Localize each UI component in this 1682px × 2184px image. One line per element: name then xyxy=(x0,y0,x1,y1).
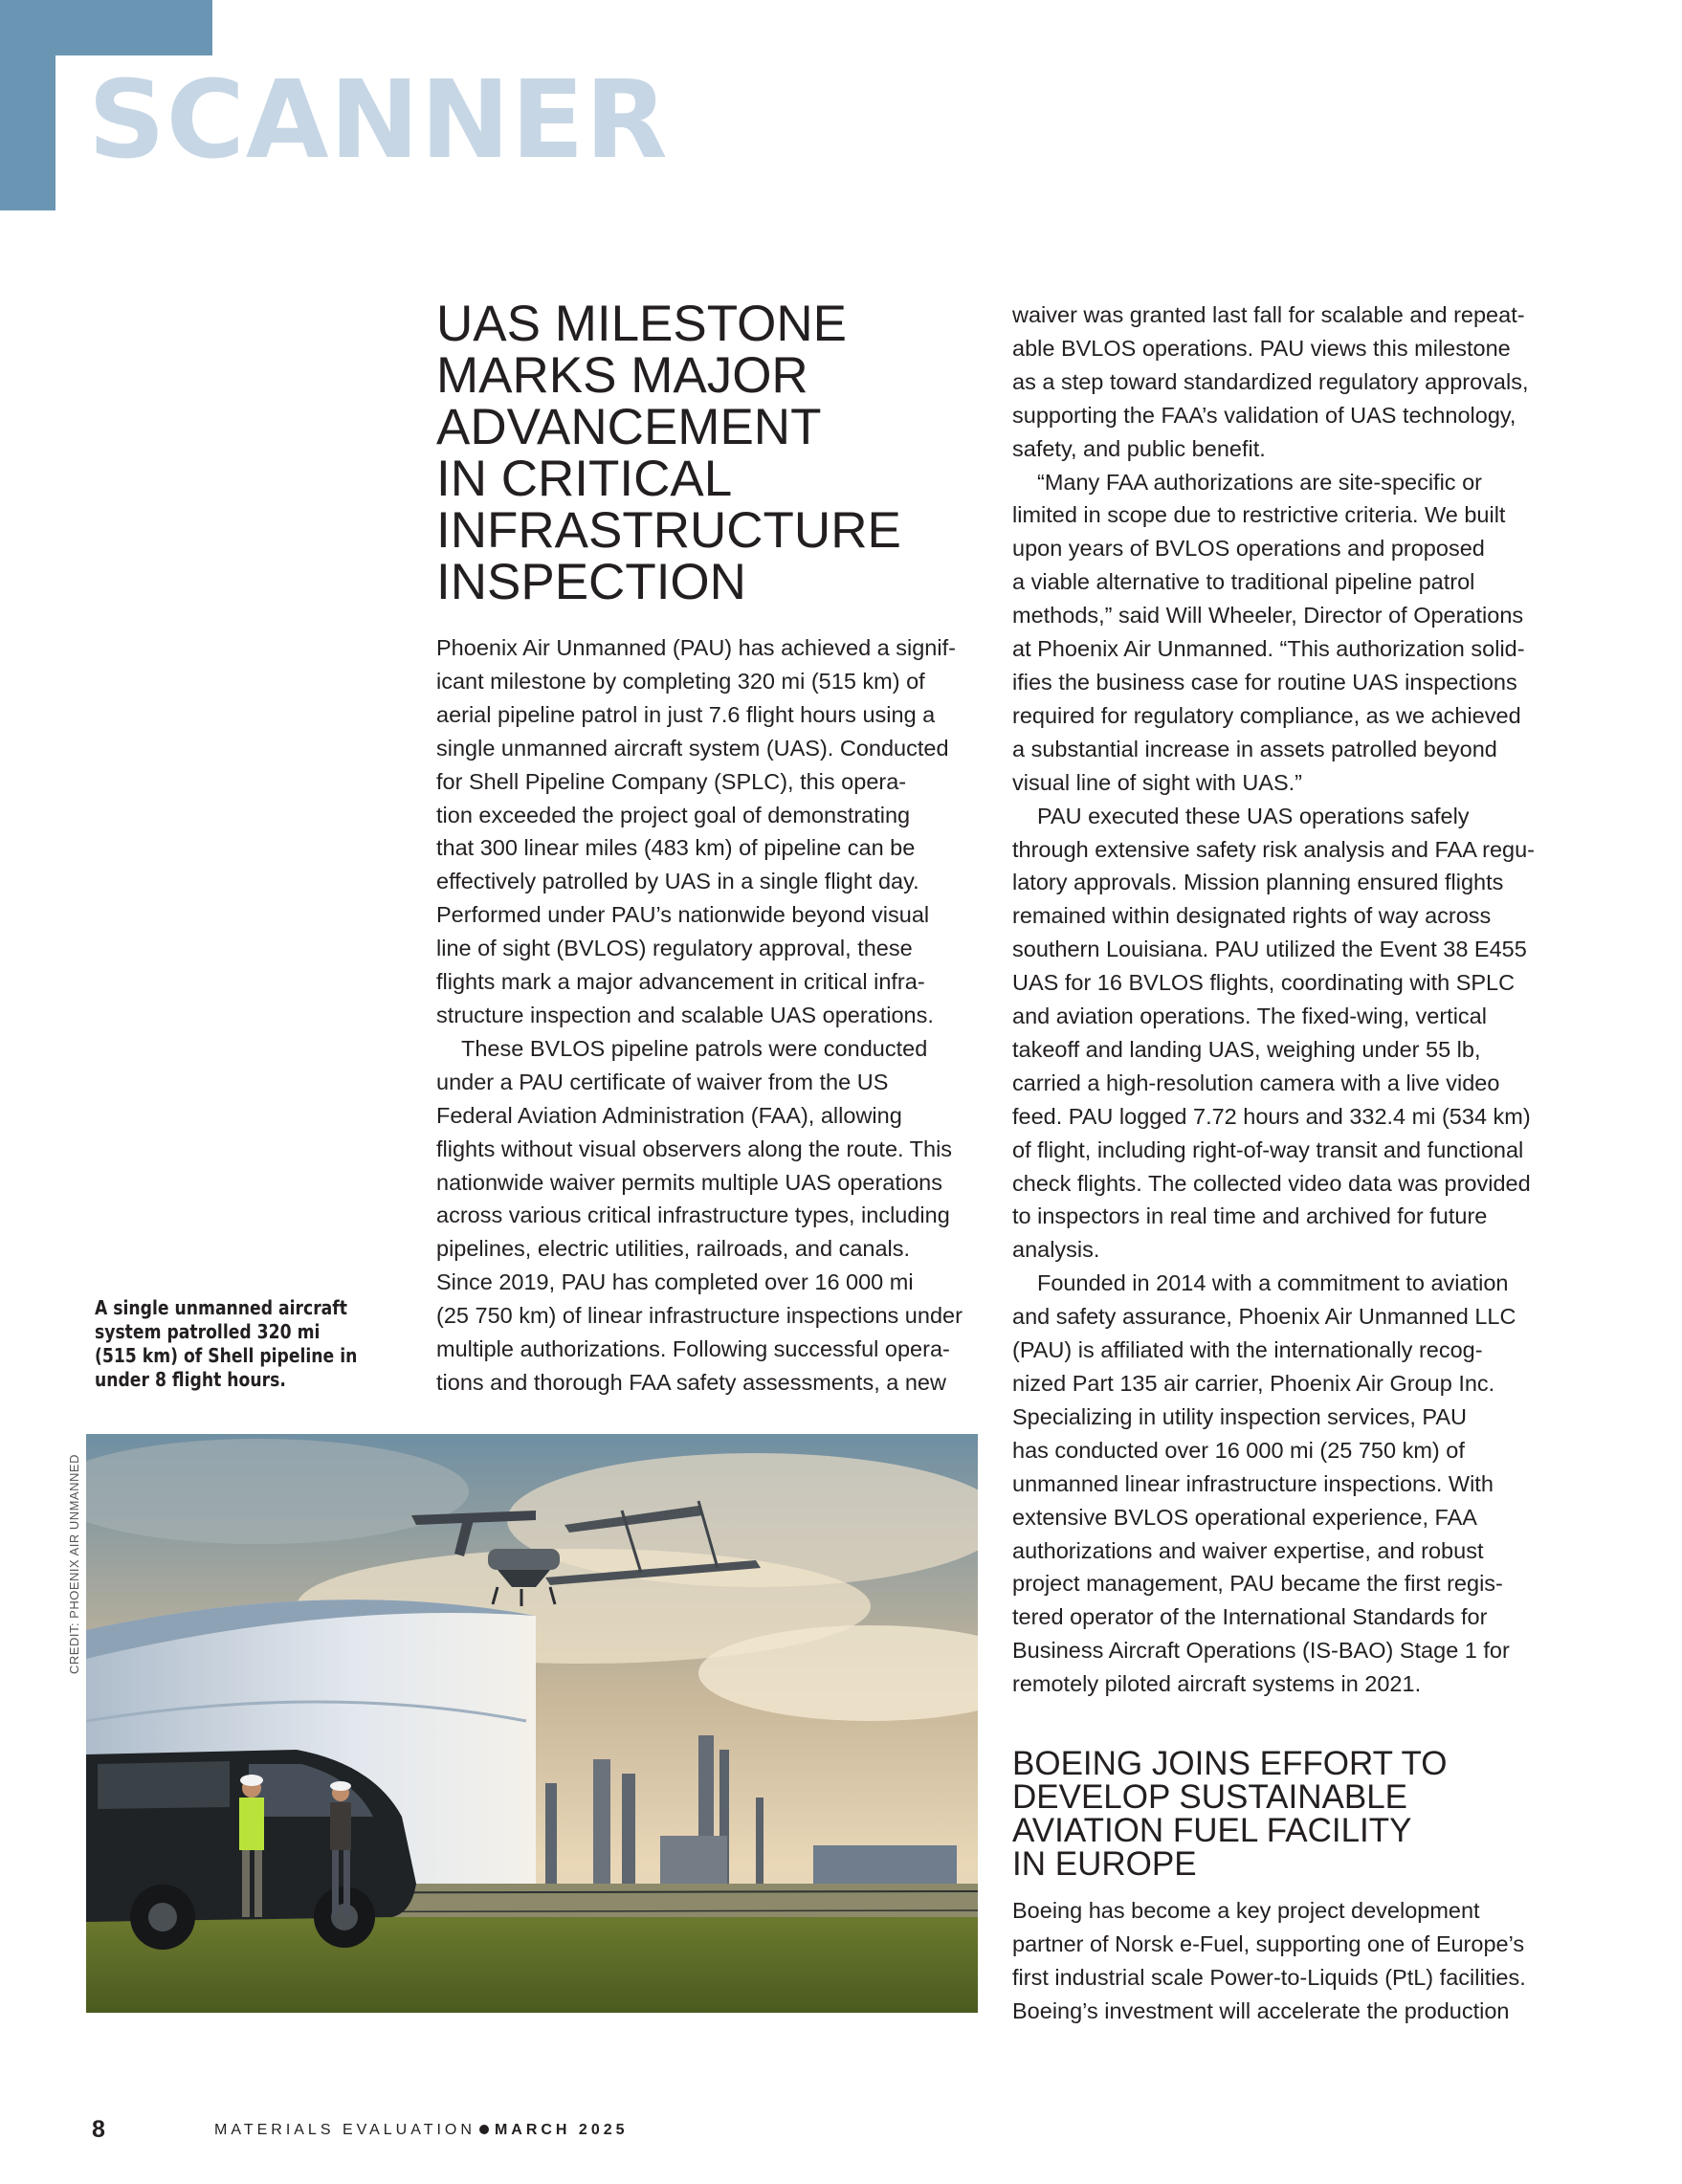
body-text-line: Specializing in utility inspection services, PAU xyxy=(1012,1403,1467,1429)
article-2-body xyxy=(1012,1894,1567,2028)
headline-line: IN CRITICAL xyxy=(436,451,733,507)
page-number: 8 xyxy=(92,2116,105,2143)
body-text-line: through extensive safety risk analysis and FAA regu- xyxy=(1012,836,1536,862)
body-text-line: and safety assurance, Phoenix Air Unmanned LLC xyxy=(1012,1304,1516,1330)
photo-credit: CREDIT: PHOENIX AIR UNMANNED xyxy=(67,1454,81,1674)
running-footer xyxy=(214,2122,629,2139)
body-text-line: takeoff and landing UAS, weighing under 55 lb, xyxy=(1012,1036,1481,1062)
body-text-line: structure inspection and scalable UAS operations. xyxy=(436,1002,934,1027)
headline-line: IN EUROPE xyxy=(1012,1845,1197,1883)
body-text-line: upon years of BVLOS operations and proposed xyxy=(1012,536,1485,562)
drone-photo xyxy=(86,1434,978,2013)
body-text-line: safety, and public benefit. xyxy=(1012,435,1266,461)
photo-caption xyxy=(95,1296,358,1392)
body-text-line: partner of Norsk e-Fuel, supporting one of Europe’s xyxy=(1012,1930,1525,1956)
body-text-line: a viable alternative to traditional pipeline patrol xyxy=(1012,569,1475,595)
body-text-line: carried a high-resolution camera with a live video xyxy=(1012,1070,1500,1095)
body-text-line: and aviation operations. The fixed-wing, vertical xyxy=(1012,1004,1487,1029)
body-text-line: supporting the FAA’s validation of UAS technology, xyxy=(1012,402,1516,428)
body-text-line: feed. PAU logged 7.72 hours and 332.4 mi (534 km) xyxy=(1012,1103,1531,1129)
body-text-line: aerial pipeline patrol in just 7.6 flight hours using a xyxy=(436,701,936,727)
body-text-line: flights without visual observers along the route. This xyxy=(436,1136,953,1161)
body-text-line: effectively patrolled by UAS in a single flight day. xyxy=(436,869,919,894)
body-text-line: project management, PAU became the first regis- xyxy=(1012,1571,1503,1597)
body-text-line: tions and thorough FAA safety assessments, a new xyxy=(436,1369,946,1395)
body-text-line: remotely piloted aircraft systems in 2021. xyxy=(1012,1671,1422,1697)
caption-line: system patrolled 320 mi xyxy=(95,1320,321,1343)
headline-line: ADVANCEMENT xyxy=(436,399,822,455)
body-text-line: Performed under PAU’s nationwide beyond visual xyxy=(436,902,930,928)
body-text-line: “Many FAA authorizations are site-specific or xyxy=(1037,469,1482,495)
body-text-line: unmanned linear infrastructure inspections. With xyxy=(1012,1470,1494,1496)
body-text-line: to inspectors in real time and archived for future xyxy=(1012,1203,1488,1229)
body-text-line: line of sight (BVLOS) regulatory approval, these xyxy=(436,936,913,961)
body-text-line: nationwide waiver permits multiple UAS operations xyxy=(436,1169,942,1195)
body-text-line: that 300 linear miles (483 km) of pipeline can be xyxy=(436,835,916,861)
headline-line: INFRASTRUCTURE xyxy=(436,502,901,559)
body-text-line: check flights. The collected video data was provided xyxy=(1012,1170,1531,1196)
headline-line: AVIATION FUEL FACILITY xyxy=(1012,1812,1412,1849)
body-text-line: Boeing has become a key project development xyxy=(1012,1898,1480,1923)
article-body-column-2 xyxy=(1012,298,1567,1701)
publication-name: MATERIALS EVALUATION xyxy=(214,2122,476,2138)
body-text-line: southern Louisiana. PAU utilized the Event 38 E455 xyxy=(1012,937,1527,962)
body-text-line: authorizations and waiver expertise, and robust xyxy=(1012,1537,1484,1563)
caption-line: under 8 flight hours. xyxy=(95,1368,286,1391)
body-text-line: extensive BVLOS operational experience, FAA xyxy=(1012,1504,1477,1530)
body-text-line: limited in scope due to restrictive criteria. We built xyxy=(1012,502,1506,528)
headline-line: UAS MILESTONE xyxy=(436,296,848,352)
body-text-line: required for regulatory compliance, as we achieved xyxy=(1012,702,1521,728)
caption-line: (515 km) of Shell pipeline in xyxy=(95,1344,358,1367)
section-accent-side xyxy=(0,0,55,210)
body-text-line: waiver was granted last fall for scalable and repeat- xyxy=(1012,302,1525,327)
headline-line: MARKS MAJOR xyxy=(436,347,808,404)
article-2-headline xyxy=(1012,1747,1548,1881)
article-body-column-1 xyxy=(436,631,982,1400)
body-text-line: across various critical infrastructure types, including xyxy=(436,1202,950,1228)
body-text-line: flights mark a major advancement in critical infra- xyxy=(436,969,925,995)
body-text-line: first industrial scale Power-to-Liquids (PtL) facilities. xyxy=(1012,1964,1526,1990)
body-text-line: Phoenix Air Unmanned (PAU) has achieved a signif- xyxy=(436,635,956,660)
body-text-line: able BVLOS operations. PAU views this milestone xyxy=(1012,335,1511,361)
body-text-line: UAS for 16 BVLOS flights, coordinating with SPLC xyxy=(1012,970,1516,996)
body-text-line: a substantial increase in assets patrolled beyond xyxy=(1012,736,1497,761)
body-text-line: latory approvals. Mission planning ensured flights xyxy=(1012,870,1504,895)
body-text-line: tion exceeded the project goal of demonstrating xyxy=(436,802,911,827)
headline-line: BOEING JOINS EFFORT TO xyxy=(1012,1745,1448,1782)
body-text-line: single unmanned aircraft system (UAS). Conducted xyxy=(436,735,949,761)
caption-line: A single unmanned aircraft xyxy=(95,1296,347,1319)
body-text-line: Business Aircraft Operations (IS-BAO) Stage 1 for xyxy=(1012,1638,1510,1664)
body-text-line: remained within designated rights of way across xyxy=(1012,903,1492,929)
body-text-line: for Shell Pipeline Company (SPLC), this opera- xyxy=(436,768,907,794)
headline-line: DEVELOP SUSTAINABLE xyxy=(1012,1778,1408,1816)
body-text-line: methods,” said Will Wheeler, Director of Operations xyxy=(1012,603,1524,629)
body-text-line: pipelines, electric utilities, railroads, and canals. xyxy=(436,1236,911,1262)
bullet-icon xyxy=(479,2125,489,2134)
body-text-line: Since 2019, PAU has completed over 16 000 mi xyxy=(436,1269,914,1295)
body-text-line: of flight, including right-of-way transit and functional xyxy=(1012,1136,1524,1162)
body-text-line: Federal Aviation Administration (FAA), allowing xyxy=(436,1102,902,1128)
body-text-line: Boeing’s investment will accelerate the production xyxy=(1012,1997,1510,2023)
body-text-line: visual line of sight with UAS.” xyxy=(1012,769,1303,795)
body-text-line: PAU executed these UAS operations safely xyxy=(1037,803,1470,828)
body-text-line: has conducted over 16 000 mi (25 750 km) of xyxy=(1012,1437,1465,1463)
body-text-line: as a step toward standardized regulatory approvals, xyxy=(1012,368,1529,394)
body-text-line: ifies the business case for routine UAS inspections xyxy=(1012,669,1517,695)
body-text-line: under a PAU certificate of waiver from the US xyxy=(436,1069,889,1094)
body-text-line: icant milestone by completing 320 mi (515 km) of xyxy=(436,668,925,694)
headline-line: INSPECTION xyxy=(436,554,746,610)
body-text-line: tered operator of the International Standards for xyxy=(1012,1604,1488,1630)
body-text-line: Founded in 2014 with a commitment to aviation xyxy=(1037,1270,1509,1296)
body-text-line: nized Part 135 air carrier, Phoenix Air Group Inc. xyxy=(1012,1371,1495,1396)
body-text-line: (PAU) is affiliated with the internationally recog- xyxy=(1012,1337,1483,1363)
body-text-line: analysis. xyxy=(1012,1237,1100,1263)
body-text-line: multiple authorizations. Following successful opera- xyxy=(436,1336,950,1362)
issue-date: MARCH 2025 xyxy=(494,2122,629,2138)
body-text-line: at Phoenix Air Unmanned. “This authorization solid- xyxy=(1012,636,1525,662)
article-headline xyxy=(436,298,972,608)
body-text-line: These BVLOS pipeline patrols were conducted xyxy=(461,1035,928,1061)
section-title: SCANNER xyxy=(88,58,669,183)
body-text-line: (25 750 km) of linear infrastructure inspections under xyxy=(436,1303,963,1329)
